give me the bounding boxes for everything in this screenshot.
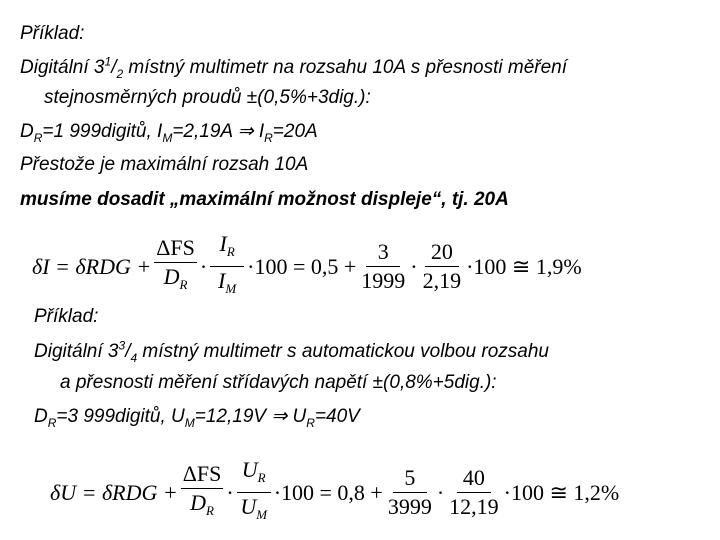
plus-minus-symbol: ± <box>372 372 384 393</box>
example2-heading: Příklad: <box>34 306 99 327</box>
example1-line3: $D_R=1$ 999digitů, $I_M=2,19A$ ⇒ $I_R=20A$ <box>20 121 318 145</box>
implies-arrow-icon: ⇒ <box>271 406 288 427</box>
example1-formula: δI = δRDG + $\frac{\text{ΔFS}}{D_R}$ · $\frac{I_R}{I_M}$ ·100 = 0,5 + $\frac{3}{1999}$ · $\frac{20}{2,19}$ ·100 ≅ 1,9% <box>32 231 582 296</box>
plus-minus-symbol: ± <box>246 87 258 108</box>
example1-line1: Digitální $3^1/_2$ místný multimetr na rozsahu 10A s přesnosti měření <box>20 54 568 81</box>
example1-line4: Přestože je maximální rozsah 10A <box>20 154 309 175</box>
example2-line1: Digitální $3^3/_4$ místný multimetr s automatickou volbou rozsahu <box>34 338 549 365</box>
example2-line3: $D_R=3$ 999digitů, $U_M=12,19V$ ⇒ $U_R=40V$ <box>34 406 360 430</box>
implies-arrow-icon: ⇒ <box>237 121 254 142</box>
example2-line2: a přesnosti měření střídavých napětí ±(0,8%+5dig.): <box>60 372 497 393</box>
example2-formula: δU = δRDG + $\frac{\text{ΔFS}}{D_R}$ · $\frac{U_R}{U_M}$ ·100 = 0,8 + $\frac{5}{3999}$ · $\frac{40}{12,19}$ ·100 ≅ 1,2% <box>50 457 620 522</box>
example1-line2: stejnosměrných proudů ±(0,5%+3dig.): <box>44 87 371 108</box>
example1-heading: Příklad: <box>20 23 85 44</box>
example1-line5: musíme dosadit „maximální možnost displeje“, tj. 20A <box>20 189 509 210</box>
